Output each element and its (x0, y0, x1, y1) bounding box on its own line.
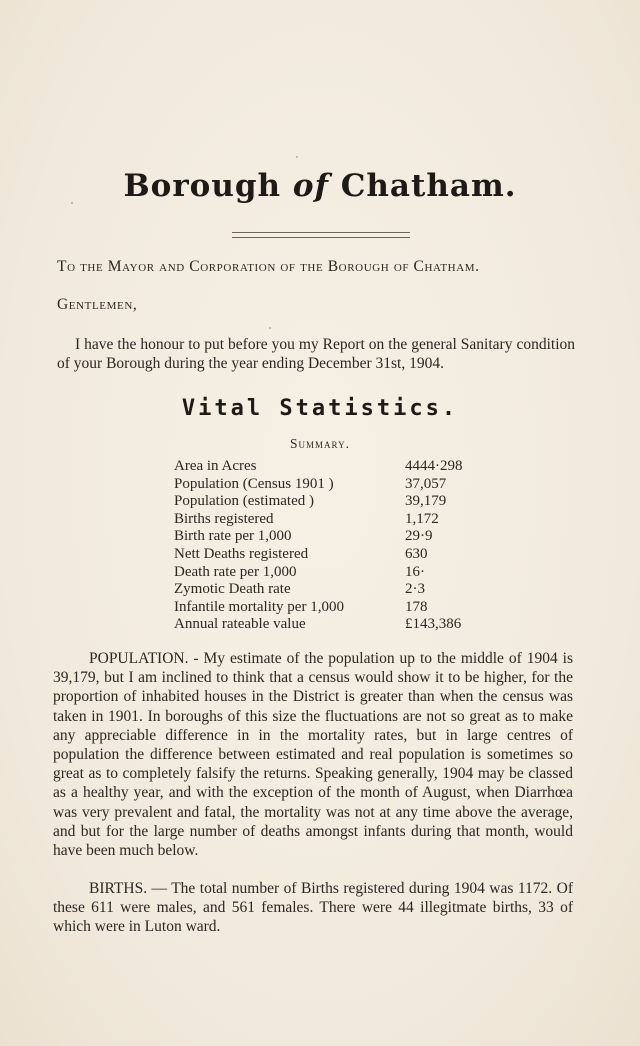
summary-row (174, 599, 494, 617)
title-chatham: Chatham. (328, 168, 517, 204)
paper-speck (71, 202, 73, 204)
title-of: of (292, 168, 329, 204)
summary-value: 37,057 (405, 475, 447, 492)
summary-row (174, 511, 494, 529)
summary-value: 16· (405, 563, 425, 580)
summary-row (174, 616, 494, 634)
vital-statistics-heading: Vital Statistics. (181, 396, 459, 421)
title-divider (232, 232, 410, 238)
summary-value: 2·3 (405, 581, 425, 598)
greeting: Gentlemen, (57, 296, 138, 313)
summary-row (174, 476, 494, 494)
paper-speck (269, 327, 271, 329)
summary-row (174, 564, 494, 582)
summary-label: Birth rate per 1,000 (174, 528, 292, 545)
summary-label: Population (estimated ) (174, 493, 314, 510)
population-paragraph: POPULATION. - My estimate of the population up to the middle of 1904 is 39,179, but I am inclined to think that a census would show it to be higher, for the proportion of inhabited houses in the District is greater than when the census was taken in 1901. In boroughs of this size the fluctuations are not so great as to make any appreciable difference in in the mortality rates, but in large centres of population the difference between estimated and real population is sometimes so great as to completely falsify the returns. Speaking generally, 1904 may be classed as a healthy year, and with the exception of the month of August, when Diarrhœa was very prevalent and fatal, the mortality was not at any time above the average, and but for the large number of deaths amongst infants during that month, would have been much below. (53, 650, 573, 860)
paper-speck (296, 156, 298, 158)
page-title (0, 168, 640, 204)
summary-value: 29·9 (405, 528, 433, 545)
summary-value: £143,386 (405, 616, 462, 633)
summary-row (174, 458, 494, 476)
summary-value: 178 (405, 598, 428, 615)
intro-paragraph: I have the honour to put before you my Report on the general Sanitary condition of your Borough during the year ending December 31st, 1904. (57, 336, 575, 372)
summary-label: Death rate per 1,000 (174, 563, 297, 580)
summary-label: Nett Deaths registered (174, 545, 309, 562)
summary-label: Zymotic Death rate (174, 581, 291, 598)
summary-row (174, 528, 494, 546)
summary-table (174, 458, 494, 634)
summary-label: Births registered (174, 510, 274, 527)
summary-label: Population (Census 1901 ) (174, 475, 334, 492)
summary-row (174, 493, 494, 511)
summary-label: Infantile mortality per 1,000 (174, 598, 344, 615)
summary-value: 1,172 (405, 510, 439, 527)
summary-value: 39,179 (405, 493, 447, 510)
title-borough: Borough (123, 168, 293, 204)
births-paragraph: BIRTHS. — The total number of Births registered during 1904 was 1172. Of these 611 were males, and 561 females. There were 44 illegitmate births, 33 of which were in Luton ward. (53, 880, 573, 936)
salutation-line: To the Mayor and Corporation of the Borough of Chatham. (57, 258, 480, 275)
summary-row (174, 546, 494, 564)
summary-value: 630 (405, 545, 428, 562)
summary-label: Area in Acres (174, 458, 257, 474)
summary-heading: Summary. (290, 436, 350, 451)
summary-label: Annual rateable value (174, 616, 306, 633)
summary-value: 4444·298 (405, 458, 463, 474)
summary-row (174, 581, 494, 599)
